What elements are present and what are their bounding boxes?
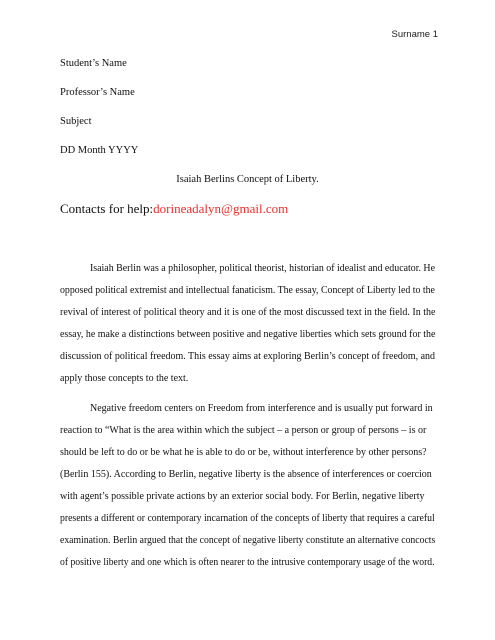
paragraph-line: Negative freedom centers on Freedom from interference and is usually put forward in bbox=[90, 403, 433, 414]
subject-line: Subject bbox=[60, 116, 92, 127]
essay-title: Isaiah Berlins Concept of Liberty. bbox=[176, 174, 319, 185]
paragraph-line: revival of interest of political theory and it is one of the most discussed text in the field. In the bbox=[60, 307, 436, 318]
paragraph-line: opposed political extremist and intellectual fanaticism. The essay, Concept of Liberty led to the bbox=[60, 285, 435, 296]
date-line: DD Month YYYY bbox=[60, 145, 139, 156]
paragraph-line: of positive liberty and one which is often nearer to the intrusive contemporary usage of the word. bbox=[60, 557, 435, 568]
paragraph-line: with agent’s possible private actions by an exterior social body. For Berlin, negative liberty bbox=[60, 491, 425, 502]
paragraph-line: essay, he make a distinctions between positive and negative liberties which sets ground for the bbox=[60, 329, 436, 340]
contacts-label: Contacts for help: bbox=[60, 201, 154, 216]
paragraph-line: reaction to “What is the area within which the subject – a person or group of persons – is or bbox=[60, 425, 427, 436]
paragraph-line: examination. Berlin argued that the concept of negative liberty constitute an alternative concocts bbox=[60, 535, 436, 546]
student-name: Student’s Name bbox=[60, 58, 127, 69]
paragraph-line: presents a different or contemporary incarnation of the concepts of liberty that requires a careful bbox=[60, 513, 435, 524]
contact-email: dorineadalyn@gmail.com bbox=[153, 201, 289, 216]
paragraph-line: discussion of political freedom. This essay aims at exploring Berlin’s concept of freedom, and bbox=[60, 351, 435, 362]
contacts-line bbox=[60, 201, 288, 217]
paragraph-line: (Berlin 155). According to Berlin, negative liberty is the absence of interferences or coercion bbox=[60, 469, 432, 480]
running-head: Surname 1 bbox=[391, 29, 438, 40]
paragraph-line: apply those concepts to the text. bbox=[60, 373, 189, 384]
paragraph-line: Isaiah Berlin was a philosopher, political theorist, historian of idealist and educator. He bbox=[90, 263, 435, 274]
professor-name: Professor’s Name bbox=[60, 87, 135, 98]
paragraph-line: should be left to do or be what he is able to do or be, without interference by other persons? bbox=[60, 447, 427, 458]
